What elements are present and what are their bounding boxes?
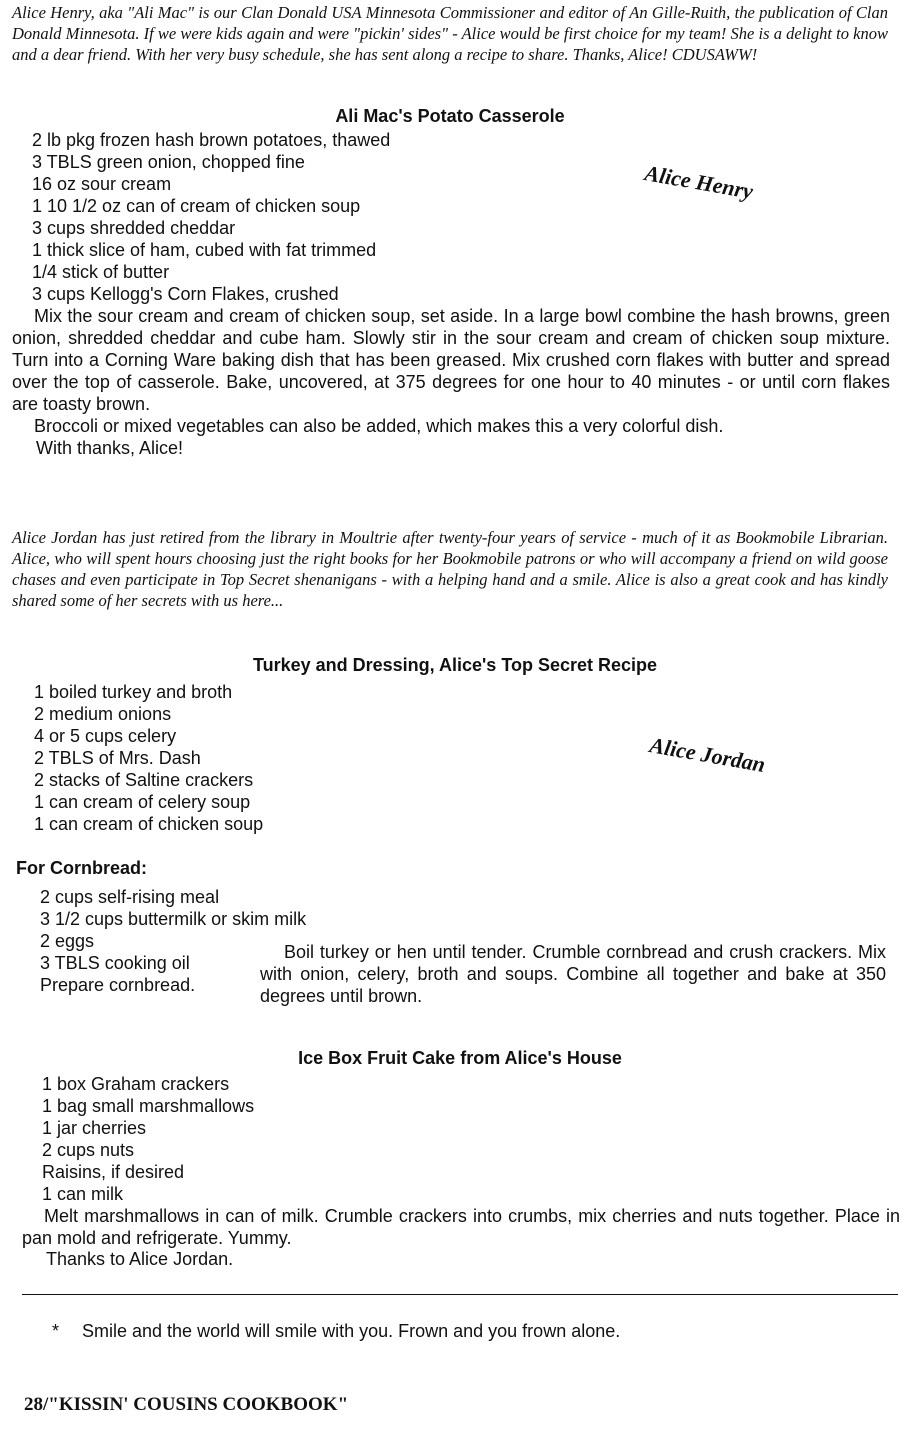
page-footer: 28/"KISSIN' COUSINS COOKBOOK" <box>24 1394 349 1415</box>
ingredient: 3 1/2 cups buttermilk or skim milk <box>40 909 307 929</box>
ingredient: Prepare cornbread. <box>40 975 196 995</box>
ingredient: 1 can cream of celery soup <box>34 792 251 812</box>
ingredient-list-fruit-cake <box>42 1073 254 1205</box>
ingredient: 1/4 stick of butter <box>32 262 170 282</box>
ingredient: 2 TBLS of Mrs. Dash <box>34 748 201 768</box>
ingredient: 3 TBLS green onion, chopped fine <box>32 152 305 172</box>
ingredient: 3 TBLS cooking oil <box>40 953 190 973</box>
ingredient: 2 lb pkg frozen hash brown potatoes, thawed <box>32 130 391 150</box>
recipe-title-ice-box-fruit-cake: Ice Box Fruit Cake from Alice's House <box>298 1048 622 1068</box>
directions-potato-casserole: Mix the sour cream and cream of chicken soup, set aside. In a large bowl combine the hash browns, green onion, shredded cheddar and cube ham. Slowly stir in the sour cream and cream of chicken soup mixture. Turn into a Corning Ware baking dish that has been greased. Mix crushed corn flakes with butter and spread over the top of casserole. Bake, uncovered, at 375 degrees for one hour to 40 minutes - or until corn flakes are toasty brown. <box>12 306 890 414</box>
ingredient: 4 or 5 cups celery <box>34 726 177 746</box>
quote-text: Smile and the world will smile with you. Frown and you frown alone. <box>82 1321 621 1341</box>
note-potato-casserole: Broccoli or mixed vegetables can also be added, which makes this a very colorful dish. <box>34 416 724 436</box>
ingredient: 2 cups self-rising meal <box>40 887 220 907</box>
ingredient: 1 thick slice of ham, cubed with fat trimmed <box>32 240 377 260</box>
ingredient: 1 can milk <box>42 1184 124 1204</box>
ingredient: 3 cups shredded cheddar <box>32 218 236 238</box>
directions-turkey-dressing: Boil turkey or hen until tender. Crumble cornbread and crush crackers. Mix with onion, celery, broth and soups. Combine all together and bake at 350 degrees until brown. <box>260 942 886 1006</box>
ingredient: 2 medium onions <box>34 704 172 724</box>
recipe-title-turkey-dressing: Turkey and Dressing, Alice's Top Secret Recipe <box>252 655 658 675</box>
directions-fruit-cake: Melt marshmallows in can of milk. Crumble crackers into crumbs, mix cherries and nuts together. Place in pan mold and refrigerate. Yummy. <box>22 1206 900 1248</box>
ingredient: Raisins, if desired <box>42 1162 185 1182</box>
ingredient-list-potato-casserole <box>32 129 390 305</box>
ingredient: 16 oz sour cream <box>32 174 172 194</box>
ingredient-list-turkey-dressing <box>34 681 263 835</box>
quote-bullet: * <box>52 1321 60 1341</box>
ingredient: 3 cups Kellogg's Corn Flakes, crushed <box>32 284 339 304</box>
cornbread-heading: For Cornbread: <box>16 858 148 878</box>
thanks-alice-henry: With thanks, Alice! <box>36 438 184 458</box>
ingredient: 1 can cream of chicken soup <box>34 814 264 834</box>
ingredient: 2 eggs <box>40 931 95 951</box>
ingredient: 1 box Graham crackers <box>42 1074 230 1094</box>
signature-alice-henry: Alice Henry <box>642 160 755 204</box>
thanks-alice-jordan: Thanks to Alice Jordan. <box>46 1249 234 1269</box>
ingredient: 1 bag small marshmallows <box>42 1096 255 1116</box>
intro-alice-henry: Alice Henry, aka "Ali Mac" is our Clan Donald USA Minnesota Commissioner and editor of An Gille-Ruith, the publication of Clan Donald Minnesota. If we were kids again and were "pickin' sides" - Alice would be first choice for my team! She is a delight to know and a dear friend. With her very busy schedule, she has sent along a recipe to share. Thanks, Alice! CDUSAWW! <box>12 3 888 64</box>
ingredient: 1 boiled turkey and broth <box>34 682 233 702</box>
recipe-title-potato-casserole: Ali Mac's Potato Casserole <box>335 106 565 126</box>
ingredient: 2 cups nuts <box>42 1140 135 1160</box>
ingredient: 2 stacks of Saltine crackers <box>34 770 254 790</box>
intro-alice-jordan: Alice Jordan has just retired from the library in Moultrie after twenty-four years of service - much of it as Bookmobile Librarian. Alice, who will spent hours choosing just the right books for her Bookmobile patrons or who will accompany a friend on wild goose chases and even participate in Top Secret shenanigans - with a helping hand and a smile. Alice is also a great cook and has kindly shared some of her secrets with us here... <box>12 528 888 610</box>
ingredient: 1 jar cherries <box>42 1118 147 1138</box>
divider-rule <box>22 1294 898 1295</box>
signature-alice-jordan: Alice Jordan <box>647 732 768 778</box>
ingredient: 1 10 1/2 oz can of cream of chicken soup <box>32 196 361 216</box>
